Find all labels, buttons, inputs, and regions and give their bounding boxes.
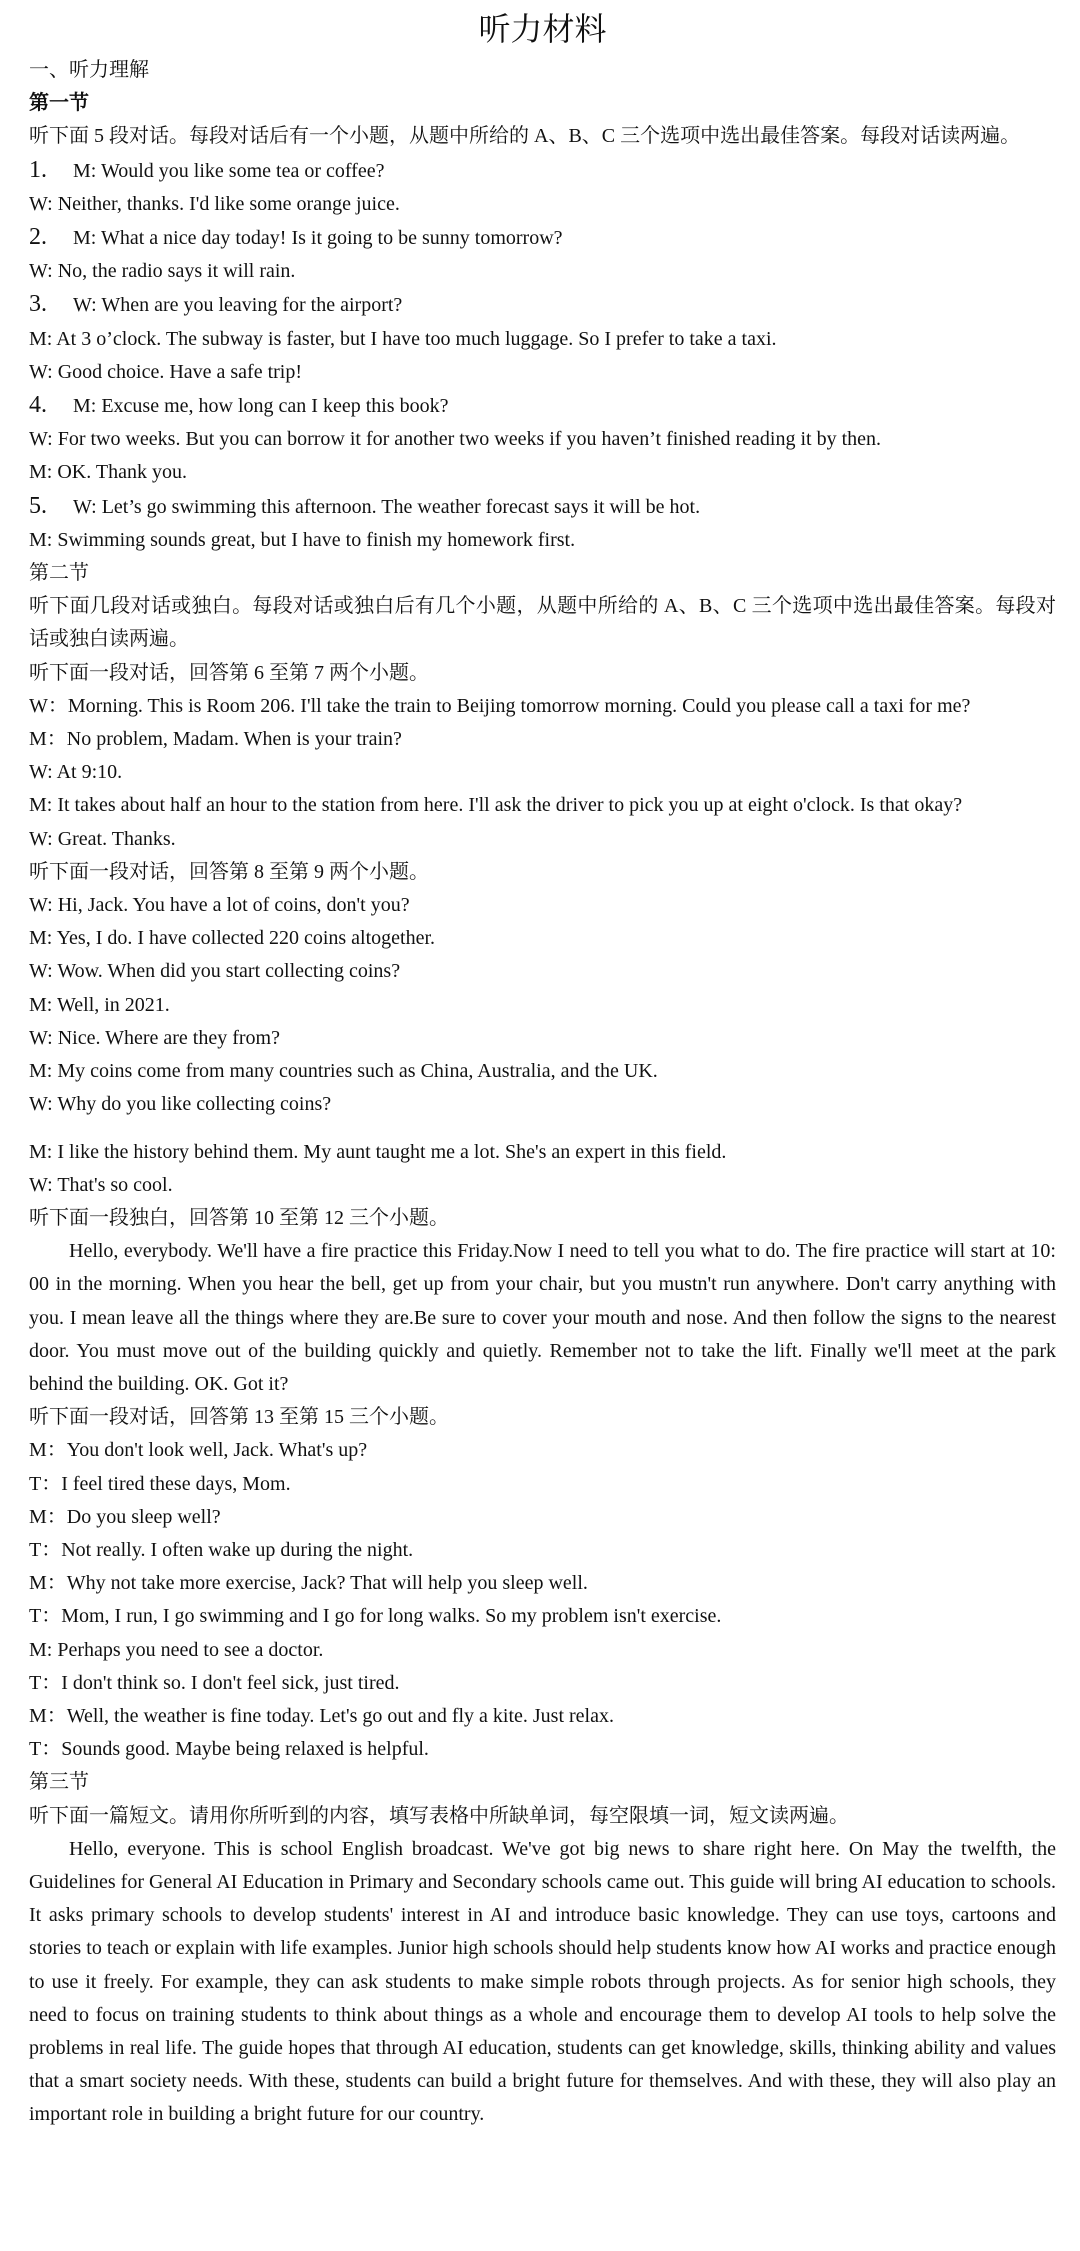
dialogue-line: W: Hi, Jack. You have a lot of coins, don't you? [29,894,410,917]
q2-line2: W: No, the radio says it will rain. [29,260,296,283]
q5-number: 5. [29,492,47,519]
dialogue-line: M: It takes about half an hour to the station from here. I'll ask the driver to pick you up at eight o'clock. Is that okay? [29,794,963,817]
dialogue-line: M：Do you sleep well? [29,1505,221,1528]
dialogue-line: W: At 9:10. [29,761,123,784]
dialogue-line: M: Perhaps you need to see a doctor. [29,1638,324,1661]
section-heading: 一、听力理解 [29,59,149,81]
page-title: 听力材料 [478,11,607,47]
part2-heading: 第二节 [29,562,89,585]
monologue-text: Hello, everybody. We'll have a fire practice this Friday.Now I need to tell you what to do. The fire practice will start at 10: 00 in the morning. When you hear the bell, get up from your chair, but you mustn't run anywhere. Don't carry anything with you. I mean leave all the things where they are.Be sure to cover your mouth and nose. And then follow the signs to the nearest door. You must move out of the building quickly and quietly. Remember not to take the lift. Finally we'll meet at the park behind the building. OK. Got it? [29,1240,1056,1395]
dialogue2-intro: 听下面一段对话，回答第 8 至第 9 两个小题。 [29,860,429,883]
dialogue-line: T：Sounds good. Maybe being relaxed is helpful. [29,1738,429,1761]
dialogue-line: M：Why not take more exercise, Jack? That will help you sleep well. [29,1572,588,1595]
dialogue-line: W: That's so cool. [29,1173,173,1196]
dialogue-line: T：I don't think so. I don't feel sick, just tired. [29,1671,400,1694]
q3-line3: W: Good choice. Have a safe trip! [29,360,303,383]
part3-heading: 第三节 [29,1771,89,1794]
dialogue-line: T：Not really. I often wake up during the night. [29,1538,414,1561]
dialogue1-intro: 听下面一段对话，回答第 6 至第 7 两个小题。 [29,661,429,684]
dialogue3-intro: 听下面一段对话，回答第 13 至第 15 三个小题。 [29,1406,449,1429]
q4-line1: 4. M: Excuse me, how long can I keep this book? [29,389,1056,423]
q4-line2: W: For two weeks. But you can borrow it for another two weeks if you haven’t finished reading it by then. [29,428,882,451]
dialogue-line: M: Yes, I do. I have collected 220 coins altogether. [29,927,436,950]
q5-line2: M: Swimming sounds great, but I have to finish my homework first. [29,528,576,551]
dialogue-line: M: My coins come from many countries such as China, Australia, and the UK. [29,1060,658,1083]
q4-line3: M: OK. Thank you. [29,461,187,484]
dialogue-line: M：Well, the weather is fine today. Let's go out and fly a kite. Just relax. [29,1704,614,1727]
q1-number: 1. [29,156,47,183]
q1-line1: 1. M: Would you like some tea or coffee? [29,154,1056,188]
dialogue-line: M：You don't look well, Jack. What's up? [29,1439,368,1462]
dialogue-line: M: Well, in 2021. [29,993,170,1016]
q3-number: 3. [29,291,47,318]
part3-instruction: 听下面一篇短文。请用你所听到的内容，填写表格中所缺单词，每空限填一词，短文读两遍。 [29,1804,849,1827]
dialogue-line: W：Morning. This is Room 206. I'll take the train to Beijing tomorrow morning. Could you please call a taxi for me? [29,694,971,717]
dialogue-line: W: Great. Thanks. [29,827,176,850]
dialogue-line: M: I like the history behind them. My aunt taught me a lot. She's an expert in this field. [29,1140,727,1163]
monologue-intro: 听下面一段独白，回答第 10 至第 12 三个小题。 [29,1206,449,1229]
q2-line1: 2. M: What a nice day today! Is it going to be sunny tomorrow? [29,221,1056,255]
q1-line2: W: Neither, thanks. I'd like some orange juice. [29,192,400,215]
dialogue-line: T：Mom, I run, I go swimming and I go for long walks. So my problem isn't exercise. [29,1605,722,1628]
dialogue-line: W: Wow. When did you start collecting coins? [29,960,401,983]
q5-line1: 5. W: Let’s go swimming this afternoon. The weather forecast says it will be hot. [29,490,1056,524]
part1-heading: 第一节 [29,92,89,115]
dialogue-line: M：No problem, Madam. When is your train? [29,728,402,751]
dialogue-line: W: Nice. Where are they from? [29,1026,280,1049]
passage-text: Hello, everyone. This is school English broadcast. We've got big news to share right here. On May the twelfth, the Guidelines for General AI Education in Primary and Secondary schools came out. This guide will bring AI education to schools. It asks primary schools to develop students' interest in AI and introduce basic knowledge. They can use toys, cartoons and stories to teach or explain with life examples. Junior high schools should help students know how AI works and practice enough to use it freely. For example, they can ask students to make simple robots through projects. As for senior high schools, they need to focus on training students to think about things as a whole and encourage them to develop AI tools to help solve the problems in real life. The guide hopes that through AI education, students can get knowledge, skills, thinking ability and values that a smart society needs. With these, students can build a bright future for themselves. And with these, they will also play an important role in building a bright future for our country. [29,1837,1056,2126]
part1-instruction: 听下面 5 段对话。每段对话后有一个小题，从题中所给的 A、B、C 三个选项中选出最佳答案。每段对话读两遍。 [29,125,1021,148]
q3-line2: M: At 3 o’clock. The subway is faster, but I have too much luggage. So I prefer to take a taxi. [29,327,777,350]
q2-number: 2. [29,224,47,251]
part2-instruction: 听下面几段对话或独白。每段对话或独白后有几个小题，从题中所给的 A、B、C 三个选项中选出最佳答案。每段对话或独白读两遍。 [29,595,1056,651]
q3-line1: 3. W: When are you leaving for the airport? [29,288,1056,322]
q4-number: 4. [29,392,47,419]
dialogue-line: T：I feel tired these days, Mom. [29,1472,291,1495]
dialogue-line: W: Why do you like collecting coins? [29,1093,332,1116]
